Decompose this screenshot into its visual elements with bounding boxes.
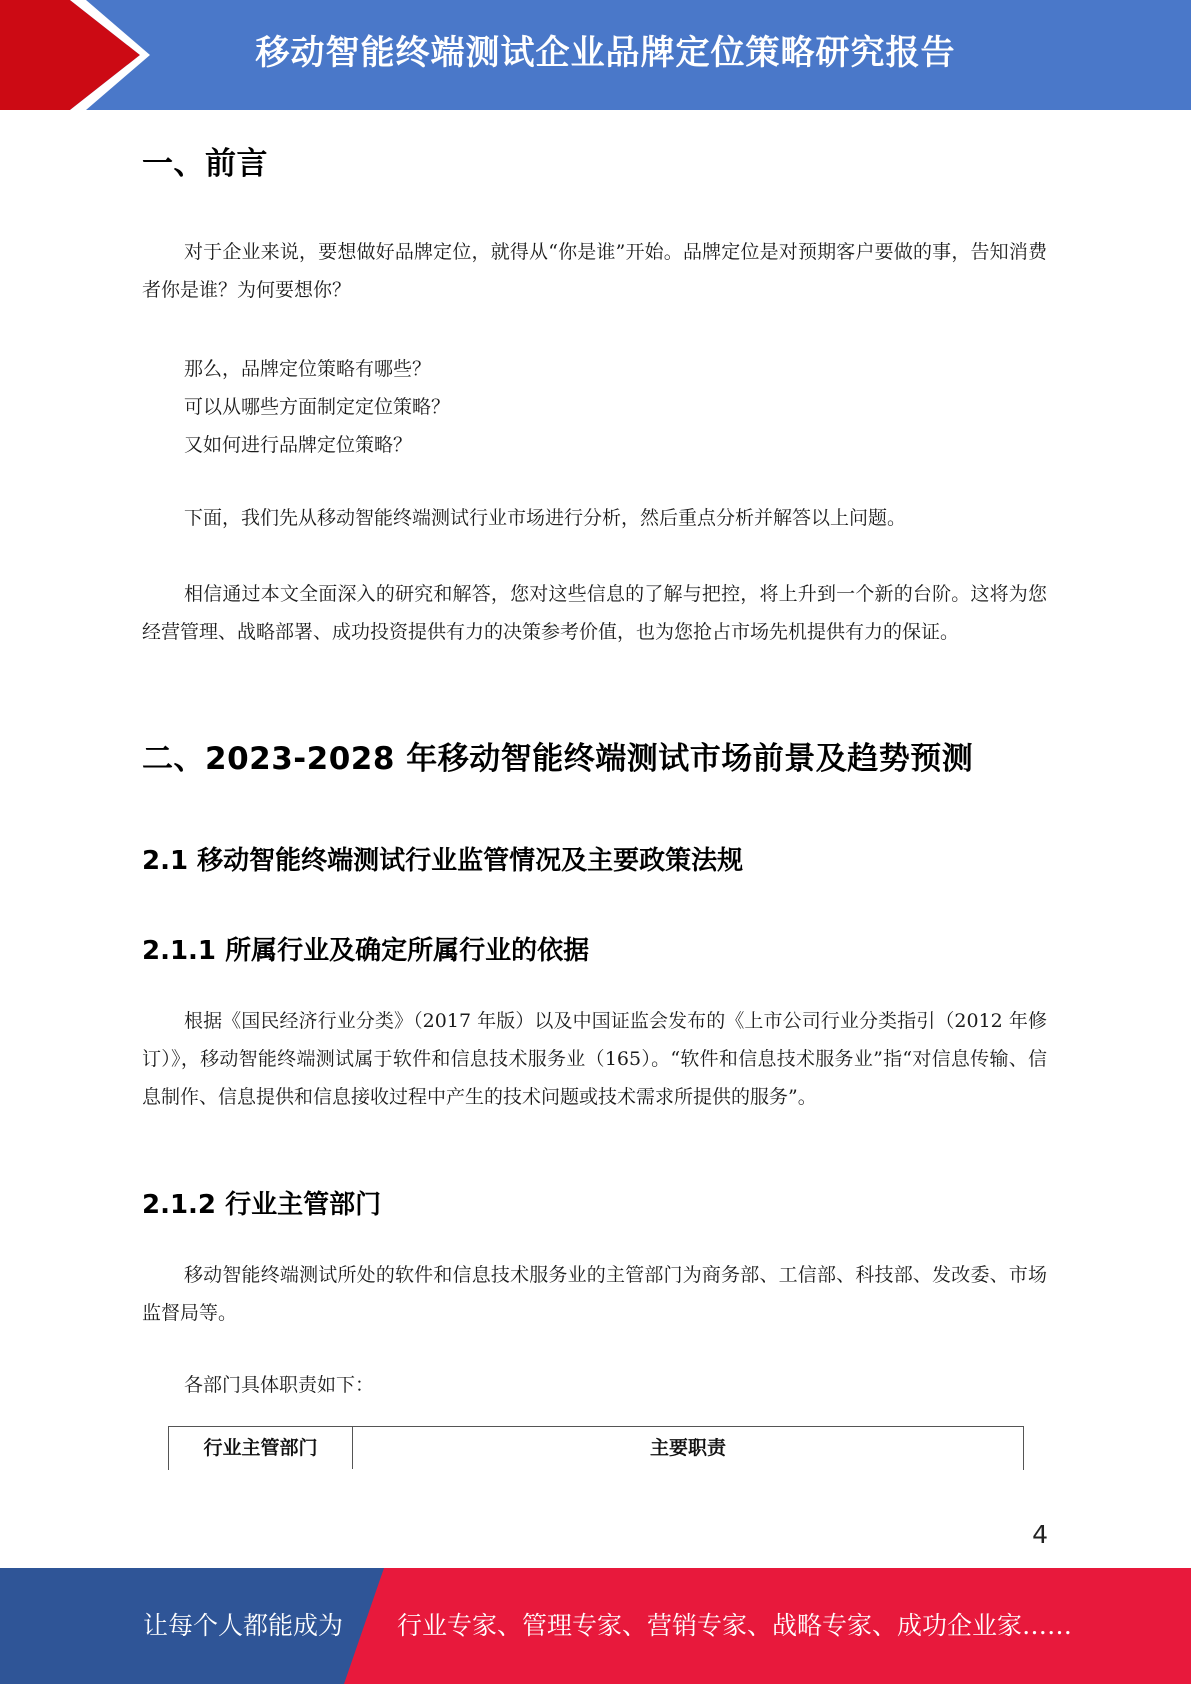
paragraph-preface-1: 对于企业来说，要想做好品牌定位，就得从“你是谁”开始。品牌定位是对预期客户要做的事，告知消费者你是谁？为何要想你？: [142, 241, 1047, 301]
question-1: 那么，品牌定位策略有哪些？: [184, 358, 432, 380]
heading-preface: 一、前言: [142, 146, 268, 182]
responsibility-table-header: [168, 1426, 1024, 1470]
heading-2-1-1: 2.1.1 所属行业及确定所属行业的依据: [142, 936, 590, 966]
footer-slogan-right: 行业专家、管理专家、营销专家、战略专家、成功企业家……: [397, 1611, 1073, 1640]
paragraph-preface-3: 相信通过本文全面深入的研究和解答，您对这些信息的了解与把控，将上升到一个新的台阶。这将为您经营管理、战略部署、成功投资提供有力的决策参考价值，也为您抢占市场先机提供有力的保证。: [142, 583, 1047, 643]
question-3: 又如何进行品牌定位策略？: [184, 434, 413, 456]
header-band: [0, 0, 1191, 110]
paragraph-2-1-2: 移动智能终端测试所处的软件和信息技术服务业的主管部门为商务部、工信部、科技部、发改委、市场监督局等。: [142, 1264, 1047, 1324]
question-2: 可以从哪些方面制定定位策略？: [184, 396, 451, 418]
paragraph-2-1-1: 根据《国民经济行业分类》（2017 年版）以及中国证监会发布的《上市公司行业分类指引（2012 年修订）》，移动智能终端测试属于软件和信息技术服务业（165）。“软件和信息技术服务业”指“对信息传输、信息制作、信息提供和信息接收过程中产生的技术问题或技术需求所提供的服务”。: [142, 1010, 1047, 1108]
table-header-duties: 主要职责: [649, 1437, 726, 1459]
table-header-department: 行业主管部门: [169, 1427, 353, 1469]
paragraph-preface-2: 下面，我们先从移动智能终端测试行业市场进行分析，然后重点分析并解答以上问题。: [184, 507, 907, 529]
footer-band: [0, 1568, 1191, 1684]
report-title: 移动智能终端测试企业品牌定位策略研究报告: [255, 33, 956, 73]
page-number: 4: [1032, 1520, 1048, 1549]
heading-2-1-2: 2.1.2 行业主管部门: [142, 1190, 382, 1220]
heading-2-1: 2.1 移动智能终端测试行业监管情况及主要政策法规: [142, 846, 744, 876]
paragraph-2-1-3: 各部门具体职责如下：: [184, 1374, 375, 1396]
footer-slogan-left: 让每个人都能成为: [143, 1611, 344, 1640]
heading-forecast: 二、2023-2028 年移动智能终端测试市场前景及趋势预测: [142, 741, 974, 777]
